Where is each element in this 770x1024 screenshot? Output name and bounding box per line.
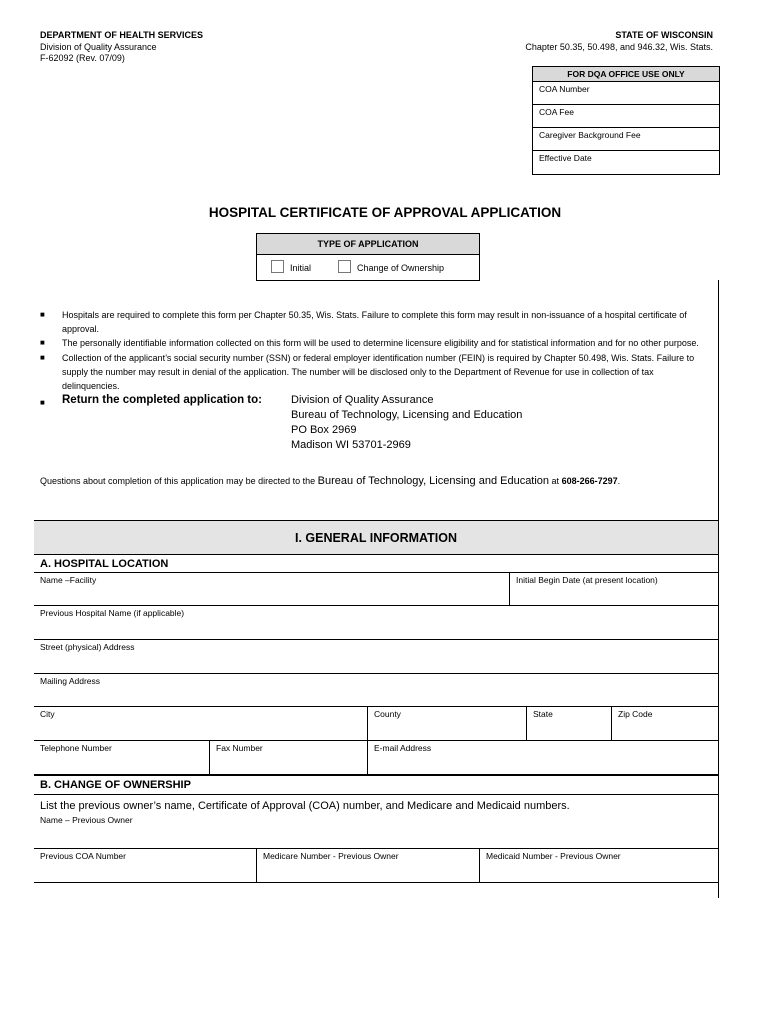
return-address-item: ■ Return the completed application to: Division of Quality Assurance Bureau of Technology, Licensing and Education PO Box 2969 Madison WI 53701-2969 <box>40 394 523 452</box>
medicare-number-field[interactable]: Medicare Number - Previous Owner <box>257 849 480 883</box>
type-of-application-title: TYPE OF APPLICATION <box>257 234 479 255</box>
initial-begin-date-field[interactable]: Initial Begin Date (at present location) <box>510 572 718 606</box>
effective-date-field[interactable]: Effective Date <box>539 153 592 163</box>
telephone-field[interactable]: Telephone Number <box>34 741 210 775</box>
return-label: Return the completed application to: <box>62 394 262 407</box>
previous-coa-field[interactable]: Previous COA Number <box>34 849 257 883</box>
caregiver-fee-field[interactable]: Caregiver Background Fee <box>533 128 719 151</box>
list-item: ■ The personally identifiable information collected on this form will be used to determine licensure eligibility and for statistical information and for no other purpose. <box>40 338 699 349</box>
previous-owner-name-field[interactable]: Name – Previous Owner <box>34 814 718 849</box>
coa-number-field[interactable]: COA Number <box>533 82 719 105</box>
hospital-location-heading: A. HOSPITAL LOCATION <box>34 554 718 572</box>
fax-field[interactable]: Fax Number <box>210 741 368 775</box>
mailing-address-field[interactable]: Mailing Address <box>34 674 718 707</box>
state-field[interactable]: State <box>527 707 612 741</box>
return-address: Division of Quality Assurance Bureau of Technology, Licensing and Education PO Box 2969 Madison WI 53701-2969 <box>291 394 523 452</box>
list-item: ■ Collection of the applicant’s social security number (SSN) or federal employer identification number (FEIN) is required by Chapter 50.498, Wis. Stats. Failure to supply the number may result in denial of the application. The number will be disclosed only to the Department of Revenue for use in collection of tax delinquencies. <box>40 352 695 392</box>
division-name: Division of Quality Assurance <box>40 41 157 52</box>
right-border-line <box>718 280 719 898</box>
office-use-box <box>532 66 720 175</box>
county-field[interactable]: County <box>368 707 527 741</box>
change-of-ownership-checkbox[interactable] <box>338 260 351 273</box>
zip-code-field[interactable]: Zip Code <box>612 707 718 741</box>
questions-contact: Questions about completion of this application may be directed to the Bureau of Technology, Licensing and Education at 608-266-7297. <box>40 475 621 487</box>
state-name: STATE OF WISCONSIN <box>615 30 713 40</box>
section-general-information: I. GENERAL INFORMATION <box>34 520 718 554</box>
statute-reference: Chapter 50.35, 50.498, and 946.32, Wis. Stats. <box>525 41 713 52</box>
instructions-list <box>40 308 712 452</box>
initial-checkbox[interactable] <box>271 260 284 273</box>
form-header-right <box>525 30 713 53</box>
form-header-left <box>40 30 203 65</box>
facility-name-field[interactable]: Name –Facility <box>34 572 510 606</box>
coa-fee-field[interactable]: COA Fee <box>533 105 719 128</box>
change-of-ownership-label: Change of Ownership <box>357 263 445 273</box>
page-title: HOSPITAL CERTIFICATE OF APPROVAL APPLICATION <box>208 205 562 220</box>
city-field[interactable]: City <box>34 707 368 741</box>
street-address-field[interactable]: Street (physical) Address <box>34 640 718 674</box>
form-number: F-62092 (Rev. 07/09) <box>40 53 125 63</box>
change-of-ownership-heading: B. CHANGE OF OWNERSHIP <box>34 775 718 795</box>
medicaid-number-field[interactable]: Medicaid Number - Previous Owner <box>480 849 718 883</box>
list-item: ■ Hospitals are required to complete this form per Chapter 50.35, Wis. Stats. Failure to complete this form may result in non-issuance of a hospital certificate of approval. <box>40 310 687 335</box>
previous-hospital-name-field[interactable]: Previous Hospital Name (if applicable) <box>34 606 718 640</box>
type-of-application-box <box>256 233 480 281</box>
change-of-ownership-note: List the previous owner’s name, Certificate of Approval (COA) number, and Medicare and Medicaid numbers. <box>40 800 570 812</box>
department-name: DEPARTMENT OF HEALTH SERVICES <box>40 30 204 40</box>
email-field[interactable]: E-mail Address <box>368 741 718 775</box>
initial-label: Initial <box>290 263 312 273</box>
office-use-title: FOR DQA OFFICE USE ONLY <box>533 67 719 82</box>
contact-phone: 608-266-7297 <box>561 476 618 486</box>
